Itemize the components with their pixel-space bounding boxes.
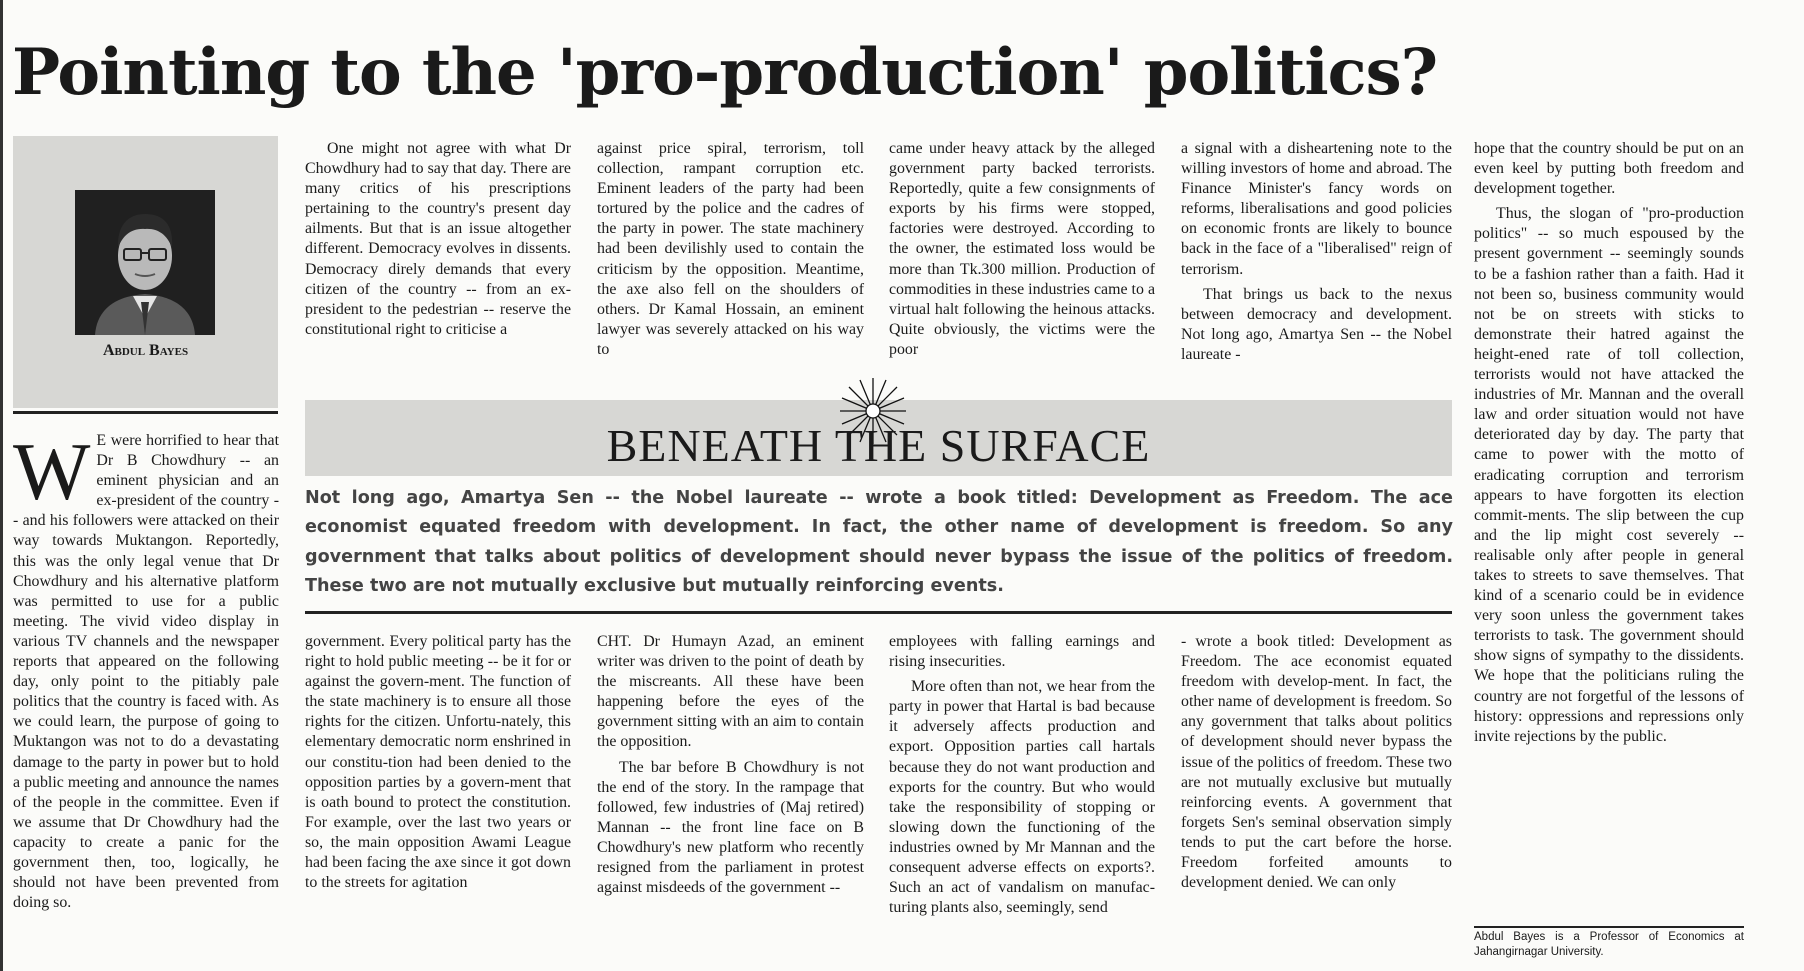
author-bio: Abdul Bayes is a Professor of Economics at Jahangirnagar University. bbox=[1474, 931, 1744, 958]
article-paragraph: The bar before B Chowdhury is not the end of the story. In the rampage that followed, few industries of (Maj retired) Mannan -- the front line face on B Chowdhury's new platform who recently resigned from the parliament in protest against misdeeds of the government -- bbox=[597, 758, 864, 897]
section-banner-title: BENEATH THE SURFACE bbox=[606, 420, 1151, 471]
article-paragraph: More often than not, we hear from the party in power that Hartal is bad because it adversely affects production and export. Opposition parties call hartals because they do not want production and exports for the country. But who would take the responsibility of stopping or slowing down the functioning of the industries owned by Mr Mannan and the consequent adverse effects on exports?. Such an act of vandalism on manufac-turing plants also, seemingly, send bbox=[889, 678, 1155, 917]
pull-quote-rule bbox=[305, 611, 1452, 614]
article-paragraph: That brings us back to the nexus between democracy and development. Not long ago, Amartya Sen -- the Nobel laureate - bbox=[1181, 285, 1452, 363]
author-photo bbox=[75, 190, 215, 335]
article-column-6 bbox=[1474, 139, 1744, 747]
article-column-3-bottom bbox=[597, 632, 864, 898]
page-edge-rule bbox=[0, 0, 3, 971]
article-paragraph: employees with falling earnings and rising insecurities. bbox=[889, 633, 1155, 671]
article-paragraph: a signal with a disheartening note to the willing investors of home and abroad. The Finance Minister's fancy words on reforms, liberalisations and good policies on economic fronts are likely to bounce back in the face of a "liberalised" reign of terrorism. bbox=[1181, 140, 1452, 278]
article-column-1 bbox=[13, 426, 279, 913]
author-name: Abdul Bayes bbox=[102, 342, 189, 359]
article-paragraph: E were horrified to hear that Dr B Chowdhury -- an eminent physician and an ex-president of the country -- and his followers were attacked on their way towards Muktangon. Reportedly, this was the only legal venue that Dr Chowdhury and his alternative platform was permitted to use for a public meeting. The vivid video display in various TV channels and the newspaper reports that appeared on the following day, only point to the pitiably pale politics that the country is faced with. As we could learn, the purpose of going to Muktangon was not to do a devastating damage to the party in power but to hold a public meeting and announce the names of the people in the committee. Even if we assume that Dr Chowdhury had the capacity to create a panic for the government then, too, logically, he should not have been prevented from doing so. bbox=[13, 432, 279, 912]
article-column-5-bottom bbox=[1181, 632, 1452, 893]
article-paragraph: One might not agree with what Dr Chowdhury had to say that day. There are many critics of his prescriptions pertaining to the country's present day ailments. But that is an issue altogether different. Democracy evolves in dissents. Democracy direly demands that every citizen of the country -- from an ex-president to the pedestrian -- reserve the constitutional right to criticise a bbox=[305, 140, 571, 338]
article-paragraph: came under heavy attack by the alleged government party backed terrorists. Reportedly, quite a few consignments of exports by his firms were stopped, factories were destroyed. According to the owner, the estimated loss would be more than Tk.300 million. Production of commodities in these industries came to a virtual halt following the heinous attacks. Quite obviously, the victims were the poor bbox=[889, 140, 1155, 358]
headline: Pointing to the 'pro-production' politics? bbox=[12, 35, 1438, 110]
author-rule bbox=[13, 411, 278, 414]
article-paragraph: CHT. Dr Humayn Azad, an eminent writer was driven to the point of death by the miscreants. All these have been happening before the eyes of the government sitting with an aim to contain the opposition. bbox=[597, 633, 864, 751]
article-paragraph: - wrote a book titled: Development as Freedom. The ace economist equated freedom with develop-ment. In fact, the other name of development is freedom. So any government that talks about politics of development should never bypass the issue of the politics of freedom. These two are not mutually exclusive but mutually reinforcing events. A government that forgets Sen's seminal observation simply tends to put the cart before the horse. Freedom forfeited amounts to development denied. We can only bbox=[1181, 633, 1452, 892]
article-paragraph: hope that the country should be put on an even keel by putting both freedom and development together. bbox=[1474, 140, 1744, 198]
article-column-2-bottom bbox=[305, 632, 571, 893]
article-column-3-top bbox=[597, 139, 864, 360]
article-column-2-top bbox=[305, 139, 571, 340]
author-bio-rule bbox=[1474, 926, 1744, 928]
article-column-5-top bbox=[1181, 139, 1452, 365]
author-portrait-icon bbox=[75, 190, 215, 335]
article-paragraph: Thus, the slogan of "pro-production politics" -- so much espoused by the present government -- seemingly sounds to be a fashion rather than a faith. Had it not been so, business community would not be on streets with sticks to demonstrate their hatred against the height-ened rate of toll collection, terrorists would not have attacked the industries of Mr. Mannan and the overall law and order situation would not have deteriorated day by day. The party that came to power with the motto of eradicating corruption and terrorism appears to have forgotten its election commit-ments. The slip between the cup and the lip might cost severely -- realisable only after people in general takes to streets to save themselves. That kind of a scenario could be in evidence very soon unless the government takes terrorists to task. The government should show signs of sympathy to the dissidents. We hope that the politicians ruling the country are not forgetful of the lessons of history: oppressions and repressions only invite rejections by the public. bbox=[1474, 205, 1744, 745]
article-paragraph: government. Every political party has the right to hold public meeting -- be it for or against the govern-ment. The function of the state machinery is to ensure all those rights for the citizen. Unfortu-nately, this elementary democratic norm enshrined in our constitu-tion had been denied to the opposition parties by a govern-ment that is oath bound to protect the constitution. For example, over the last two years or so, the main opposition Awami League had been facing the axe since it got down to the streets for agitation bbox=[305, 633, 571, 892]
author-box bbox=[13, 136, 278, 408]
pull-quote: Not long ago, Amartya Sen -- the Nobel laureate -- wrote a book titled: Development as Freedom. The ace economist equated freedom with development. In fact, the other name of development is freedom. So any government that talks about politics of development should never bypass the issue of the politics of freedom. These two are not mutually exclusive but mutually reinforcing events. bbox=[305, 488, 1453, 596]
drop-cap: W bbox=[13, 426, 91, 517]
article-column-4-top bbox=[889, 139, 1155, 360]
article-column-4-bottom bbox=[889, 632, 1155, 918]
article-paragraph: against price spiral, terrorism, toll collection, rampant corruption etc. Eminent leaders of the party had been tortured by the police and the cadres of the party in power. The state machinery had been devilishly used to contain the criticism by the opposition. Meantime, the axe also fell on the shoulders of others. Dr Kamal Hossain, an eminent lawyer was severely attacked on his way to bbox=[597, 140, 864, 358]
